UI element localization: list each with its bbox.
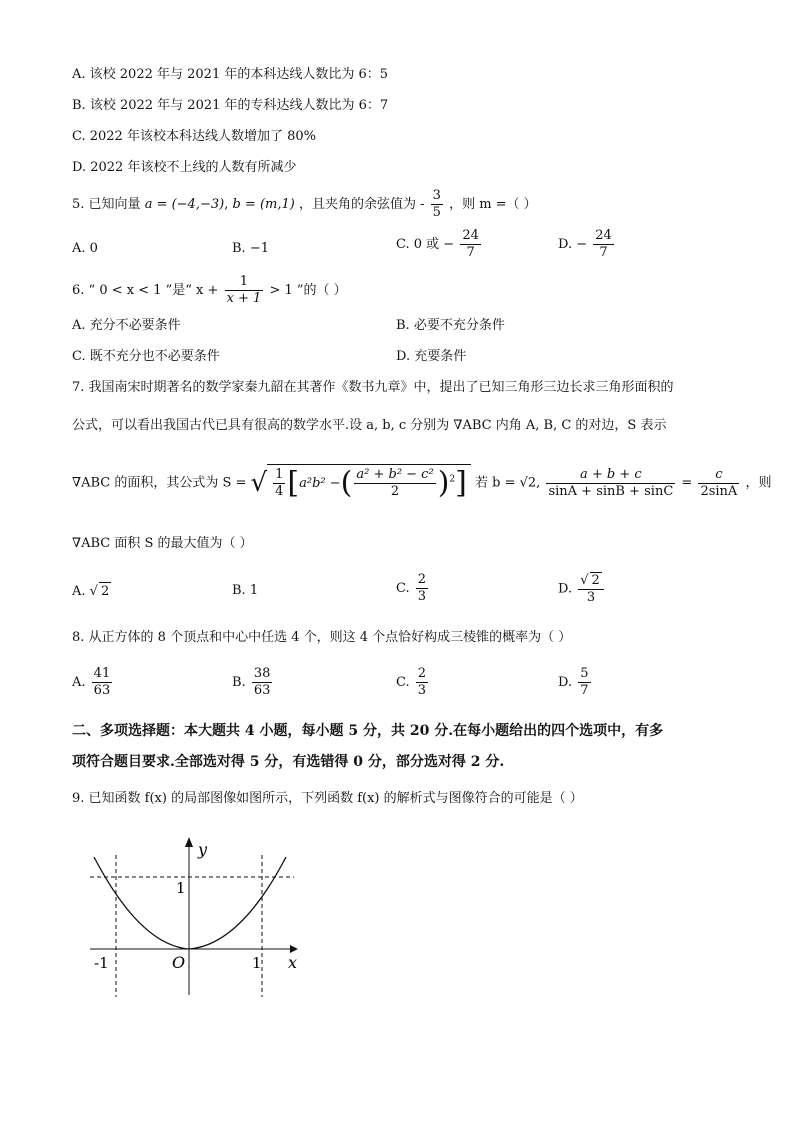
y-axis-label: y <box>198 840 208 859</box>
q7-formula <box>267 464 471 502</box>
q5-mid: ，且夹角的余弦值为 - <box>298 197 425 212</box>
q7-option-c <box>396 572 430 605</box>
q5-cos-den: 5 <box>432 205 441 220</box>
q7-cond-frac <box>546 467 675 500</box>
q7-cond-num: a + b + c <box>546 467 675 484</box>
q6-frac-den: x + 1 <box>226 291 262 306</box>
q8-option-d <box>558 666 593 699</box>
q6-stem-b: > 1 ”的（ ） <box>269 283 347 298</box>
q5-option-d <box>558 228 616 261</box>
y-tick-1-label: 1 <box>176 879 186 897</box>
q7-option-a: A. √ 2 <box>72 584 110 599</box>
function-curve <box>94 857 286 949</box>
q5-option-c-num: 24 <box>462 228 479 243</box>
q7-cond2-num: c <box>698 467 739 484</box>
q8-option-d-den: 7 <box>580 683 589 698</box>
q7-option-d-num: √ 2 <box>578 572 604 590</box>
q8-option-b-num: 38 <box>253 666 271 681</box>
q7-square: 2 <box>449 474 456 485</box>
q7-line-4: ∇ABC 面积 S 的最大值为（ ） <box>72 536 253 551</box>
q5-option-c <box>396 228 483 261</box>
q5-stem: 5. 已知向量 a = (−4,−3), b = (m,1) ，且夹角的余弦值为 - $\frac{3}{5}$ ，则 m =（ ） <box>72 188 537 220</box>
q7-option-b: B. 1 <box>232 583 259 598</box>
q5-option-c-text: C. 0 或 − <box>396 237 455 252</box>
q8-option-b <box>232 666 274 699</box>
q7-option-a-value: 2 <box>100 584 110 599</box>
q7-cond2-den: 2sinA <box>700 483 738 499</box>
q6-option-c: C. 既不充分也不必要条件 <box>72 349 220 364</box>
q5-option-d-text: D. − <box>558 237 588 252</box>
q7-quarter-den: 4 <box>275 484 284 499</box>
section2-heading-line1: 二、多项选择题：本大题共 4 小题，每小题 5 分，共 20 分.在每小题给出的四个选项中，有多 <box>72 723 664 739</box>
q7-formula-frac <box>354 467 435 500</box>
q8-option-c-label: C. <box>396 675 410 690</box>
q5-suffix: ，则 m =（ ） <box>449 197 537 212</box>
q8-option-b-label: B. <box>232 675 246 690</box>
q7-quarter-num: 1 <box>275 467 284 482</box>
q5-option-d-num: 24 <box>595 228 612 243</box>
q8-option-c-num: 2 <box>417 666 427 681</box>
q8-option-d-label: D. <box>558 675 573 690</box>
q4-option-d: D. 2022 年该校不上线的人数有所减少 <box>72 160 297 175</box>
q5-option-d-den: 7 <box>599 245 608 260</box>
q8-option-c-den: 3 <box>417 683 427 698</box>
q8-option-b-den: 63 <box>253 683 271 698</box>
q7-cond2-frac <box>698 467 739 500</box>
q7-line-3 <box>72 464 771 502</box>
q8-option-d-fraction <box>578 666 590 699</box>
q8-option-a-fraction <box>92 666 113 699</box>
q5-option-a: A. 0 <box>72 241 98 256</box>
q7-equals: = <box>681 475 693 491</box>
q6-option-a: A. 充分不必要条件 <box>72 318 181 333</box>
q9-stem: 9. 已知函数 f(x) 的局部图像如图所示，下列函数 f(x) 的解析式与图像符合的可能是（ ） <box>72 791 583 806</box>
q7-option-d <box>558 572 606 606</box>
q8-option-a <box>72 666 114 699</box>
q7-line-3c: ，则 <box>745 475 772 491</box>
origin-label: O <box>172 953 186 972</box>
q4-option-b: B. 该校 2022 年与 2021 年的专科达线人数比为 6：7 <box>72 98 389 113</box>
q7-option-c-label: C. <box>396 581 410 596</box>
q7-option-c-den: 3 <box>417 589 427 604</box>
function-graph <box>80 835 310 1005</box>
q5-option-b: B. −1 <box>232 241 269 256</box>
q7-formula-den: 2 <box>390 484 400 499</box>
section2-heading-line2: 项符合题目要求.全部选对得 5 分，有选错得 0 分，部分选对得 2 分. <box>72 754 505 770</box>
q7-option-d-num-value: 2 <box>591 573 600 588</box>
q7-sqrt-sign: √ <box>250 468 268 498</box>
q7-left-bracket: [ <box>287 465 300 501</box>
q5-prefix: 5. 已知向量 <box>72 197 141 212</box>
q7-option-d-fraction <box>578 572 604 606</box>
x-axis-arrow <box>290 945 298 953</box>
q5-option-c-den: 7 <box>466 245 475 260</box>
q7-option-a-label: A. <box>72 584 86 599</box>
q7-line-2: 公式，可以看出我国古代已具有很高的数学水平.设 a, b, c 分别为 ∇ABC 内角 A, B, C 的对边，S 表示 <box>72 418 667 433</box>
q6-fraction <box>225 274 264 307</box>
q6-frac-num: 1 <box>225 274 264 291</box>
q8-option-a-den: 63 <box>93 683 111 698</box>
q5-vector-a: a = (−4,−3) <box>144 197 225 212</box>
q6-option-d: D. 充要条件 <box>396 349 467 364</box>
x-tick-1-label: 1 <box>252 954 262 972</box>
q6-stem-a: 6. “ 0 < x < 1 ”是“ x + <box>72 283 219 298</box>
q7-left-paren: ( <box>340 465 353 501</box>
q8-option-a-num: 41 <box>93 666 111 681</box>
q7-option-c-fraction <box>416 572 428 605</box>
q7-formula-inner: a²b² − <box>299 476 341 491</box>
q8-option-c-fraction <box>416 666 428 699</box>
q7-line-1: 7. 我国南宋时期著名的数学家秦九韶在其著作《数书九章》中，提出了已知三角形三边长求三角形面积的 <box>72 380 674 395</box>
q5-vector-b: b = (m,1) <box>232 197 295 212</box>
q8-option-b-fraction <box>252 666 273 699</box>
q7-option-c-num: 2 <box>417 572 427 587</box>
q7-option-d-den: 3 <box>586 590 596 605</box>
q4-option-a: A. 该校 2022 年与 2021 年的本科达线人数比为 6：5 <box>72 67 389 82</box>
x-tick-neg1-label: -1 <box>94 954 109 972</box>
q7-cond-den: sinA + sinB + sinC <box>548 483 674 499</box>
q7-line-3b: 若 b = √2, <box>475 475 541 491</box>
q8-stem: 8. 从正方体的 8 个顶点和中心中任选 4 个，则这 4 个点恰好构成三棱锥的概率为（ ） <box>72 630 572 645</box>
q7-formula-num: a² + b² − c² <box>356 467 434 482</box>
q6-option-b: B. 必要不充分条件 <box>396 318 505 333</box>
q4-option-c: C. 2022 年该校本科达线人数增加了 80% <box>72 129 316 144</box>
q5-option-c-fraction <box>460 228 481 261</box>
q8-option-d-num: 5 <box>580 666 589 681</box>
q7-right-paren: ) <box>437 465 450 501</box>
x-axis-label: x <box>288 953 298 972</box>
y-axis-arrow <box>185 837 193 847</box>
q6-stem <box>72 274 347 307</box>
q7-quarter <box>273 467 285 500</box>
q8-option-c <box>396 666 430 699</box>
q7-option-d-label: D. <box>558 581 573 597</box>
q5-option-d-fraction <box>593 228 614 261</box>
q7-right-bracket: ] <box>455 465 467 501</box>
q5-cos-fraction <box>431 188 443 221</box>
q7-line-3a: ∇ABC 的面积，其公式为 S = <box>72 475 247 491</box>
q5-cos-num: 3 <box>432 188 441 203</box>
q8-option-a-label: A. <box>72 675 86 690</box>
